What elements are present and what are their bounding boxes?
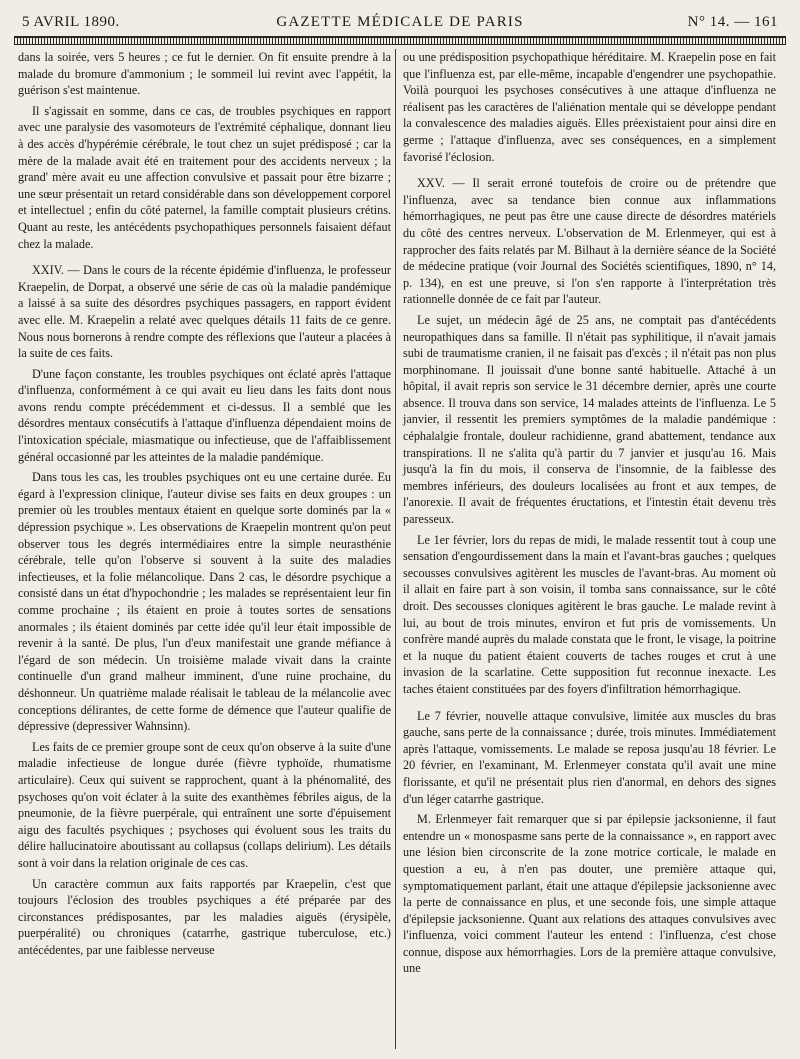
page-header bbox=[22, 12, 778, 32]
paragraph: M. Erlenmeyer fait remarquer que si par épilepsie jacksonienne, il faut entendre un « monospasme sans perte de la connaissance », en rapport avec une lésion bien circonscrite de la zone motrice corticale, le malade en question a eu, à n'en pas douter, une première attaque qui, symptomatiquement parlant, était une attaque d'épilepsie jacksonienne avec la perte de connaissance en plus, et une seconde fois, une simple attaque d'épilepsie jacksonienne. Quant aux relations des attaques convulsives avec l'influenza, voici comment l'auteur les entend : l'influenza, c'est chose connue, dispose aux hémorrhagies. Lors de la première attaque convulsive, une bbox=[403, 812, 776, 976]
section-paragraph-xxv: XXV. — Il serait erroné toutefois de croire ou de prétendre que l'influenza, avec sa tendance bien connue aux inflammations hémorrhagiques, ne peut pas être une cause directe de désordres matériels du côté des centres nerveux. L'observation de M. Erlenmeyer, qui est à rapprocher des faits relatés par M. Bilhaut à la dernière séance de la Société de médecine pratique (voir Journal des Sociétés scientifiques, 1890, n° 14, p. 134), en est une preuve, si l'on s'en rapporte à l'interprétation très rationnelle donnée de ce fait par l'auteur. bbox=[403, 176, 776, 307]
header-rule bbox=[14, 36, 786, 45]
left-column bbox=[18, 49, 391, 960]
paragraph: Les faits de ce premier groupe sont de ceux qu'on observe à la suite d'une maladie infectieuse de longue durée (fièvre typhoïde, rhumatisme articulaire). Ceux qui suivent se rapprochent, quant à la phénomalité, des psychoses qu'on voit éclater à la suite des exanthèmes fébriles aigus, de la pneumonie, de la fièvre puerpérale, qui entraînent une sorte d'épuisement aigu des facultés psychiques ; psychoses qui évoluent sous les traits du délire hallucinatoire aboutissant au collapsus (collaps delirium). Les détails sont à voir dans la relation originale de ces cas. bbox=[18, 739, 391, 870]
paragraph: ou une prédisposition psychopathique héréditaire. M. Kraepelin pose en fait que l'influenza est, par elle-même, incapable d'engendrer une psychopathie. Voilà pourquoi les psychoses consécutives à une attaque d'influenza ne réalisent pas les caractères de l'aliénation mentale qui se développe pendant la convalescence des maladies aiguës. Elles préexistaient pour ainsi dire en germe ; l'attaque d'influenza, avec ses conséquences, en a simplement favorisé l'éclosion. bbox=[403, 50, 776, 164]
right-column bbox=[403, 49, 776, 979]
issue-page-number: N° 14. — 161 bbox=[687, 14, 778, 30]
section-paragraph-xxiv: XXIV. — Dans le cours de la récente épidémie d'influenza, le professeur Kraepelin, de Dorpat, a observé une série de cas où la maladie pandémique a laissé à sa suite des désordres psychiques passagers, en rapport évident avec elle. M. Kraepelin a relaté avec quelques détails 11 faits de ce genre. Nous nous bornerons à rendre compte des réflexions que l'auteur a placées à la suite de ces faits. bbox=[18, 263, 391, 361]
paragraph: D'une façon constante, les troubles psychiques ont éclaté après l'attaque d'influenza, conformément à ce qui avait eu lieu dans les faits dont nous avons rendu compte précédemment et ci-dessus. Il a semblé que les désordres mentaux consécutifs à l'attaque d'influenza dépendaient moins de l'intoxication spéciale, miasmatique ou infectieuse, que de l'affaiblissement général occasionné par les atteintes de la maladie pandémique. bbox=[18, 366, 391, 464]
paragraph: Le 7 février, nouvelle attaque convulsive, limitée aux muscles du bras gauche, sans perte de la connaissance ; durée, trois minutes. Immédiatement après l'attaque, vomissements. Le malade se reposa jusqu'au 18 février. Le 20 février, en l'examinant, M. Erlenmeyer constata qu'il avait une mine florissante, et qu'il ne présentait plus rien d'anormal, en dehors des signes d'un léger catarrhe gastrique. bbox=[403, 708, 776, 806]
paragraph: Dans tous les cas, les troubles psychiques ont eu une certaine durée. Eu égard à l'expression clinique, l'auteur divise ses faits en deux groupes : un premier où les troubles mentaux étaient en quelque sorte dominés par la « dépression psychique ». Les observations de Kraepelin montrent qu'on peut observer tous les degrés intermédiaires entre la simple neurasthénie cérébrale, telle qu'on l'observe si souvent à la suite des maladies infectieuses, et la folie mélancolique. Dans 2 cas, le désordre psychique a consisté dans un état d'hypochondrie ; les malades se représentaient leur fin comme prochaine ; ils étaient en proie à toutes sortes de sensations anormales ; ils étaient dominés par cette idée qu'il leur était impossible de revenir à la santé. De plus, l'un d'eux manifestait une grande méfiance à l'égard de son médecin. Un troisième malade vivait dans la crainte continuelle d'un grand malheur imminent, d'une ruine prochaine, du déshonneur. Un quatrième malade réalisait le tableau de la mélancolie avec conceptions délirantes, de cette forme de démence que l'auteur qualifie de dépressive (depressiver Wahnsinn). bbox=[18, 470, 391, 734]
paragraph: Le 1er février, lors du repas de midi, le malade ressentit tout à coup une sensation d'engourdissement dans la main et l'avant-bras gauches ; quelques secousses convulsives agitèrent les muscles de l'avant-bras. Au moment où il allait en faire part à son voisin, il tomba sans connaissance, sur le côté droit. Des secousses cloniques agitèrent le bras gauche. Le malade revint à lui, au bout de trois minutes, environ et fut pris de vomissements. Un confrère mandé auprès du malade constata que le front, le visage, la poitrine et la nuque du patient étaient couverts de taches rouges et crut à une invasion de la scarlatine. Cette supposition fut reconnue inexacte. Les taches étaient constituées par des foyers d'infiltration hémorrhagique. bbox=[403, 532, 776, 696]
paragraph: dans la soirée, vers 5 heures ; ce fut le dernier. On fit ensuite prendre à la malade du bromure d'ammonium ; le sommeil lui revint avec l'appétit, la guérison s'est maintenue. bbox=[18, 50, 391, 98]
column-divider bbox=[395, 49, 396, 1049]
paragraph: Un caractère commun aux faits rapportés par Kraepelin, c'est que toujours l'éclosion des troubles psychiques a été préparée par des circonstances prédisposantes, par les maladies aiguës (érysipèle, puerpéralité) ou chroniques (catarrhe, gastrique tuberculose, etc.) antécédentes, par une faiblesse nerveuse bbox=[18, 876, 391, 957]
paragraph: Le sujet, un médecin âgé de 25 ans, ne comptait pas d'antécédents neuropathiques dans sa famille. Il n'était pas syphilitique, il n'avait jamais subi de traumatisme cranien, il ne faisait pas d'excès ; il n'était pas non plus morphinomane. Il jouissait d'une bonne santé habituelle. Attaché à un hôpital, il avait repris son service le 31 décembre dernier, après une courte absence. Il trouva dans son service, 14 malades atteints de l'influenza. Le 5 janvier, il ressentit les premiers symptômes de la maladie pandémique : céphalalgie frontale, douleur rachidienne, grand abattement, tendance aux transpirations. Il ne s'alita qu'à partir du 7 janvier et jusqu'au 16. Mais jusqu'à la fin du mois, il conserva de l'insomnie, de la faiblesse des membres inférieurs, des douleurs localisées au front et aux tempes, de l'anorexie. Il avait de fréquentes éructations, et l'intestin était devenu très paresseux. bbox=[403, 312, 776, 527]
issue-date: 5 AVRIL 1890. bbox=[22, 14, 120, 30]
paragraph: Il s'agissait en somme, dans ce cas, de troubles psychiques en rapport avec une paralysie des vasomoteurs de l'extrémité céphalique, donnant lieu à des accès d'hypérémie cérébrale, le tout chez un sujet prédisposé ; car la mère de la malade avait été en traitement pour des accidents nerveux ; la grand' mère avait eu une affection convulsive et passait pour être bizarre ; une sœur présentait un retard considérable dans son développement corporel et intellectuel ; enfin du côté paternel, la famille comptait plusieurs crétins. Quant au reste, les antécédents psychopathiques personnels faisaient défaut chez la malade. bbox=[18, 103, 391, 251]
journal-title: GAZETTE MÉDICALE DE PARIS bbox=[276, 14, 524, 30]
